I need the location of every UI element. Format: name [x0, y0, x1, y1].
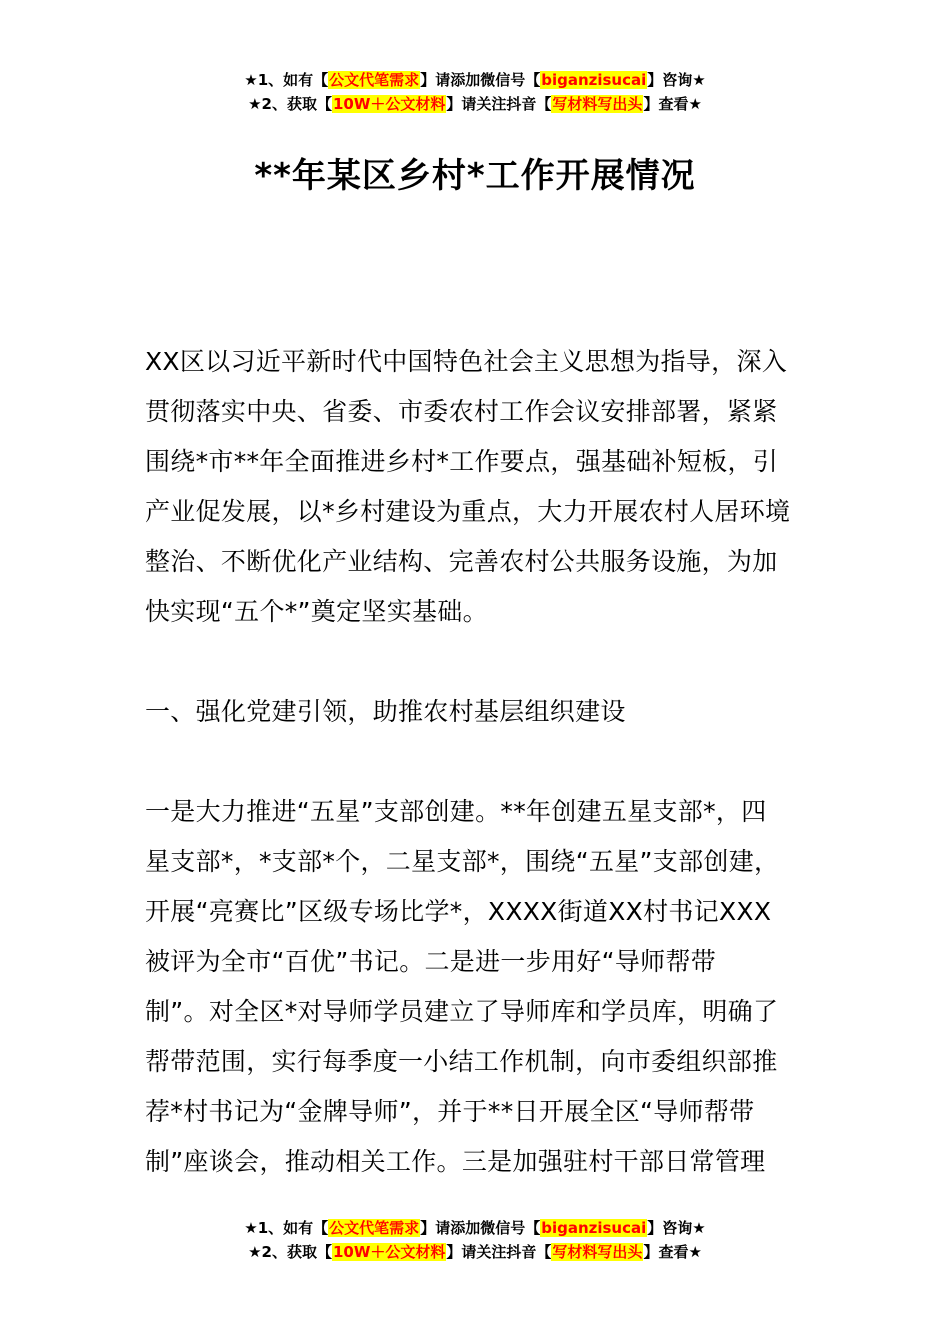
intro-paragraph: XX区以习近平新时代中国特色社会主义思想为指导，深入 贯彻落实中央、省委、市委农村工作会议安排部署，紧紧 围绕*市**年全面推进乡村*工作要点，强基础补短板，引 产业促发展，以*乡村建设为重点，大力开展农村人居环境 整治、不断优化产业结构、完善农村公共服务设施，为加 快实现“五个*”奠定坚实基础。	[145, 347, 791, 626]
section-paragraph: 一是大力推进“五星”支部创建。**年创建五星支部*，四 星支部*，*支部*个，二星支部*，围绕“五星”支部创建， 开展“亮赛比”区级专场比学*，XXXX街道XX村书记XXX 被评为全市“百优”书记。二是进一步用好“导师帮带 制”。对全区*对导师学员建立了导师库和学员库，明确了 帮带范围，实行每季度一小结工作机制，向市委组织部推 荐*村书记为“金牌导师”，并于**日开展全区“导师帮带 制”座谈会，推动相关工作。三是加强驻村干部日常管理	[145, 797, 780, 1176]
highlight-service: 公文代笔需求	[329, 1219, 420, 1237]
banner-text: 】请添加微信号【	[420, 71, 541, 89]
banner-line-1	[0, 68, 950, 92]
banner-text: 】请关注抖音【	[446, 95, 552, 113]
banner-text: ★2、获取【	[248, 1243, 332, 1261]
banner-text: 】请关注抖音【	[446, 1243, 552, 1261]
footer-banner	[0, 1216, 950, 1264]
banner-text: ★2、获取【	[248, 95, 332, 113]
banner-line-2	[0, 1240, 950, 1264]
banner-text: ★1、如有【	[244, 1219, 329, 1237]
section-heading: 一、强化党建引领，助推农村基层组织建设	[145, 697, 626, 726]
highlight-douyin-account: 写材料写出头	[552, 1243, 643, 1261]
highlight-service: 公文代笔需求	[329, 71, 420, 89]
highlight-wechat-id: biganzisucai	[541, 71, 647, 89]
banner-text: 】查看★	[643, 1243, 702, 1261]
banner-text: 】咨询★	[647, 1219, 706, 1237]
banner-line-2	[0, 92, 950, 116]
highlight-materials: 10W＋公文材料	[332, 95, 446, 113]
banner-text: 】请添加微信号【	[420, 1219, 541, 1237]
highlight-douyin-account: 写材料写出头	[552, 95, 643, 113]
banner-text: 】咨询★	[647, 71, 706, 89]
banner-text: 】查看★	[643, 95, 702, 113]
banner-text: ★1、如有【	[244, 71, 329, 89]
header-banner	[0, 68, 950, 116]
highlight-wechat-id: biganzisucai	[541, 1219, 647, 1237]
document-title: **年某区乡村*工作开展情况	[254, 156, 696, 196]
banner-line-1	[0, 1216, 950, 1240]
highlight-materials: 10W＋公文材料	[332, 1243, 446, 1261]
